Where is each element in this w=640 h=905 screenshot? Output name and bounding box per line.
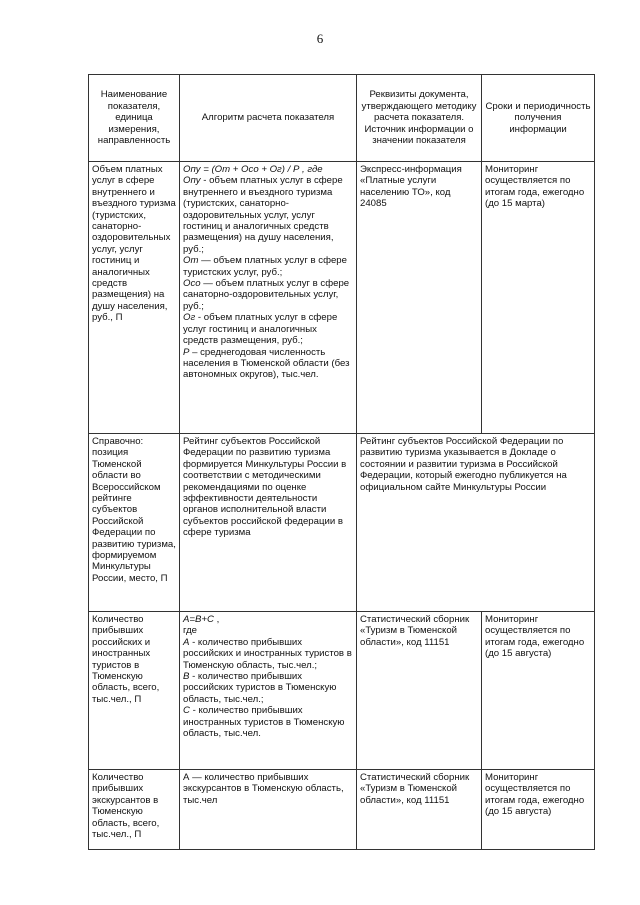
algorithm-line: Ог - объем платных услуг в сфере услуг гостиниц и аналогичных средств размещения, руб.; <box>183 312 338 347</box>
cell-algorithm <box>180 162 357 434</box>
cell-terms: Мониторинг осуществляется по итогам года, ежегодно (до 15 марта) <box>482 162 595 434</box>
cell-name: Объем платных услуг в сфере внутреннего и въездного туризма (туристских, санаторно-оздоровительных услуг, услуг гостиниц и аналогичных средств размещения) на душу населения, руб., П <box>89 162 180 434</box>
page-number: 6 <box>316 31 324 46</box>
header-source: Реквизиты документа, утверждающего методику расчета показателя. Источник информации о значении показателя <box>357 75 482 162</box>
cell-source: Статистический сборник «Туризм в Тюменской области», код 11151 <box>357 770 482 850</box>
cell-algorithm: А — количество прибывших экскурсантов в Тюменскую область, тыс.чел <box>180 770 357 850</box>
cell-name: Количество прибывших российских и иностранных туристов в Тюменскую область, всего, тыс.чел., П <box>89 612 180 770</box>
header-terms: Сроки и периодичность получения информации <box>482 75 595 162</box>
algorithm-line: С - количество прибывших иностранных туристов в Тюменскую область, тыс.чел. <box>183 705 345 740</box>
algorithm-line: где <box>183 625 198 637</box>
cell-name: Количество прибывших экскурсантов в Тюменскую область, всего, тыс.чел., П <box>89 770 180 850</box>
algorithm-line: Р – среднегодовая численность населения в Тюменской области (без автономных округов), тыс.чел. <box>183 346 350 381</box>
table-row <box>89 434 595 612</box>
cell-source: Экспресс-информация «Платные услуги населению ТО», код 24085 <box>357 162 482 434</box>
algorithm-line: От — объем платных услуг в сфере туристских услуг, руб.; <box>183 255 347 278</box>
indicators-table <box>88 74 595 850</box>
table-header-row <box>89 75 595 162</box>
algorithm-line: А=В+С , <box>183 614 220 625</box>
table-row <box>89 612 595 770</box>
table-row <box>89 162 595 434</box>
cell-terms: Мониторинг осуществляется по итогам года, ежегодно (до 15 августа) <box>482 612 595 770</box>
header-algorithm: Алгоритм расчета показателя <box>180 75 357 162</box>
header-name: Наименование показателя, единица измерения, направленность <box>89 75 180 162</box>
cell-source: Статистический сборник «Туризм в Тюменской области», код 11151 <box>357 612 482 770</box>
cell-name: Справочно: позиция Тюменской области во Всероссийском рейтинге субъектов Российской Федерации по развитию туризма, формируемом Минкультуры России, место, П <box>89 434 180 612</box>
cell-merged: Рейтинг субъектов Российской Федерации по развитию туризма указывается в Докладе о состоянии и развитии туризма в Российской Федерации, который ежегодно публикуется на официальном сайте Минкультуры России <box>357 434 595 612</box>
algorithm-line: Опу - объем платных услуг в сфере внутреннего и въездного туризма (туристских, санаторно-оздоровительных услуг, услуг гостиниц и аналогичных средств размещения) на душу населения, руб.; <box>183 175 343 255</box>
table-row <box>89 770 595 850</box>
algorithm-line: Осо — объем платных услуг в сфере санаторно-оздоровительных услуг, руб.; <box>183 278 350 312</box>
cell-terms: Мониторинг осуществляется по итогам года, ежегодно (до 15 августа) <box>482 770 595 850</box>
algorithm-line: Опу = (От + Осо + Ог) / Р , где <box>183 164 323 175</box>
cell-algorithm: Рейтинг субъектов Российской Федерации по развитию туризма формируется Минкультуры России в соответствии с методическими рекомендациями по оценке эффективности деятельности органов исполнительной власти субъектов российской федерации в сфере туризма <box>180 434 357 612</box>
algorithm-line: А - количество прибывших российских и иностранных туристов в Тюменскую область, тыс.чел.; <box>183 636 352 671</box>
cell-algorithm <box>180 612 357 770</box>
algorithm-line: В - количество прибывших российских туристов в Тюменскую область, тыс.чел.; <box>183 671 337 705</box>
